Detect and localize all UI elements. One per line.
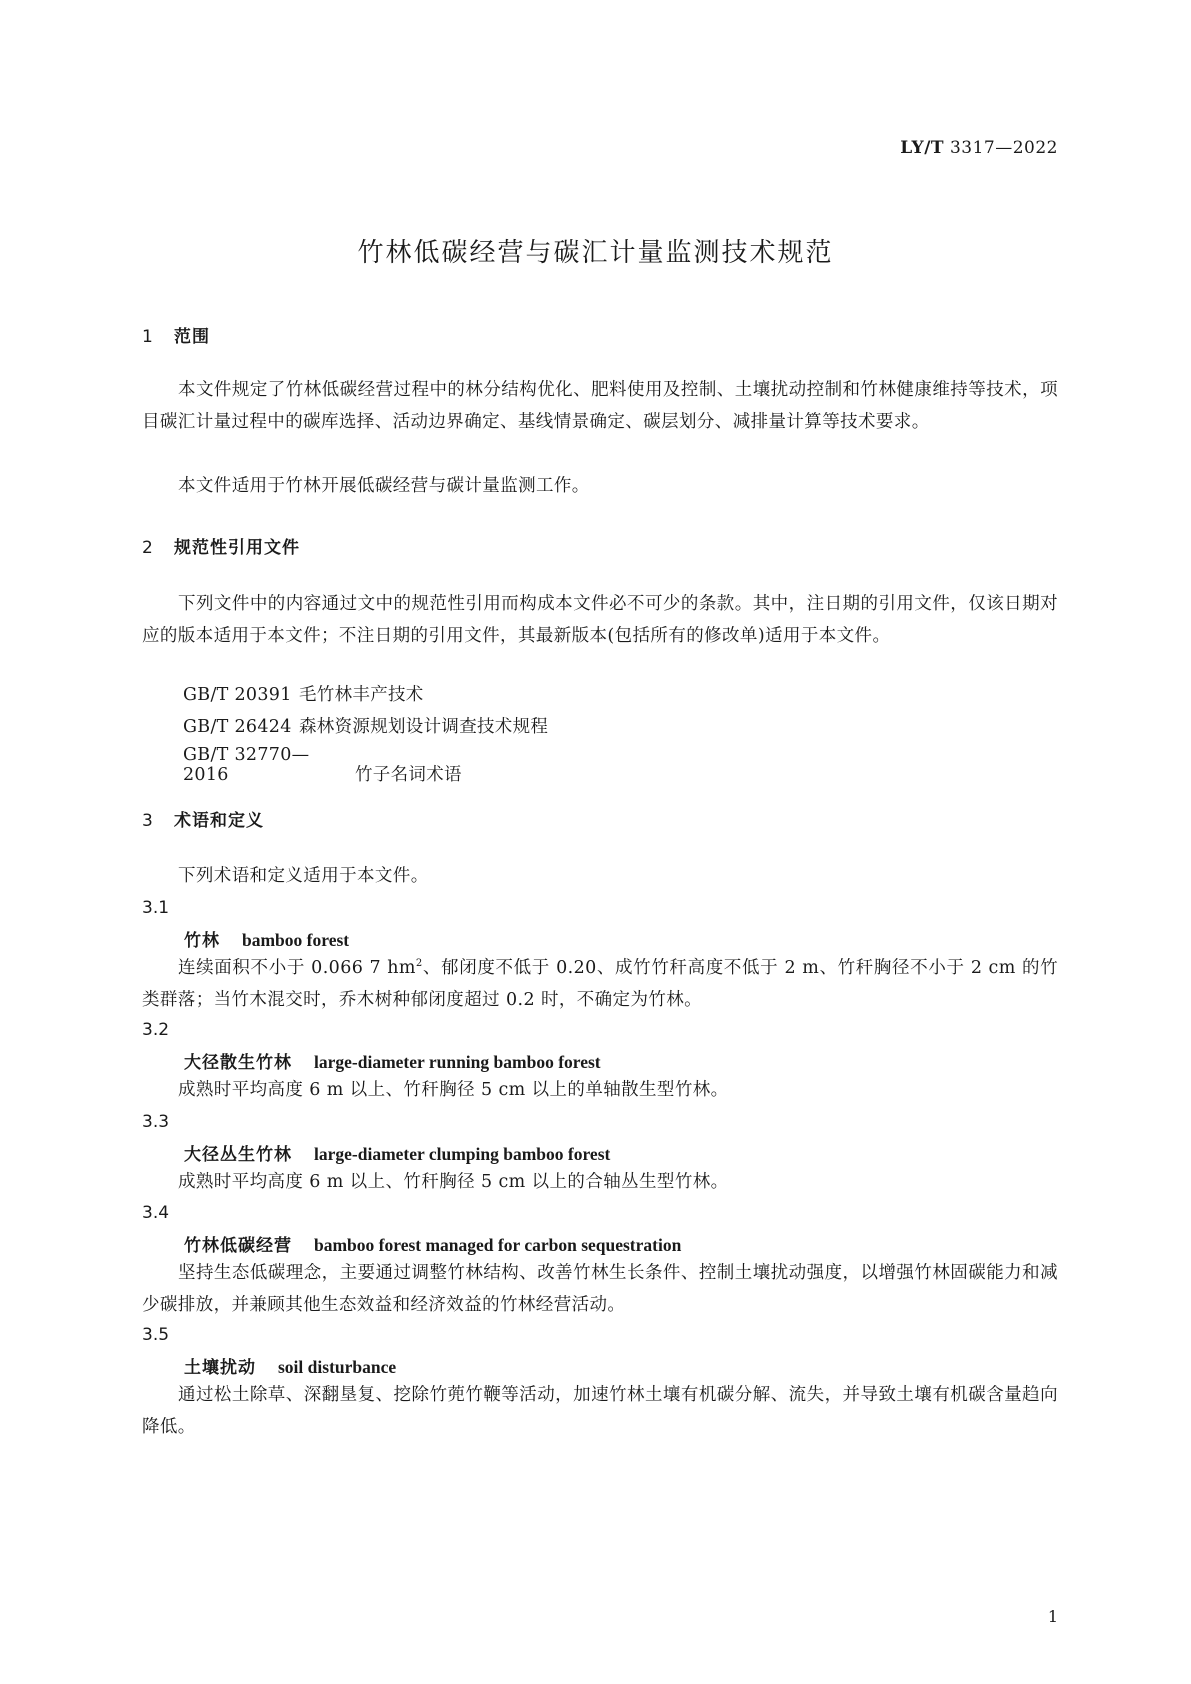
term-definition: 成熟时平均高度 6 m 以上、竹秆胸径 5 cm 以上的单轴散生型竹林。 — [178, 1080, 729, 1100]
term-number: 3.3 — [142, 1112, 170, 1132]
section-1-paragraph-2: 本文件适用于竹林开展低碳经营与碳计量监测工作。 — [178, 476, 590, 496]
term-title: 大径丛生竹林 large-diameter clumping bamboo forest — [184, 1144, 611, 1165]
term-number: 3.4 — [142, 1203, 170, 1223]
normative-reference: GB/T 26424 森林资源规划设计调查技术规程 — [183, 717, 549, 737]
term-number: 3.2 — [142, 1020, 170, 1040]
term-title: 大径散生竹林 large-diameter running bamboo forest — [184, 1052, 601, 1073]
term-title: 竹林 bamboo forest — [184, 930, 350, 951]
normative-reference: GB/T 20391 毛竹林丰产技术 — [183, 685, 424, 705]
document-code-number: 3317—2022 — [949, 138, 1058, 158]
term-definition: 成熟时平均高度 6 m 以上、竹秆胸径 5 cm 以上的合轴丛生型竹林。 — [178, 1172, 729, 1192]
section-1-paragraph-1: 本文件规定了竹林低碳经营过程中的林分结构优化、肥料使用及控制、土壤扰动控制和竹林健康维持等技术，项目碳汇计量过程中的碳库选择、活动边界确定、基线情景确定、碳层划分、减排量计算等技术要求。 — [142, 380, 1058, 432]
term-title: 竹林低碳经营 bamboo forest managed for carbon sequestration — [184, 1235, 682, 1256]
term-definition: 连续面积不小于 0.066 7 $hm^2$、郁闭度不低于 0.20、成竹竹秆高度不低于 2 m、竹秆胸径不小于 2 cm 的竹类群落；当竹木混交时，乔木树种郁闭度超过 0.2 时，不确定为竹林。 — [142, 958, 1058, 1010]
section-2-heading: 2 规范性引用文件 — [142, 538, 300, 558]
normative-reference: GB/T 32770—2016 竹子名词术语 — [183, 745, 462, 785]
term-definition: 坚持生态低碳理念，主要通过调整竹林结构、改善竹林生长条件、控制土壤扰动强度，以增强竹林固碳能力和减少碳排放，并兼顾其他生态效益和经济效益的竹林经营活动。 — [142, 1263, 1058, 1315]
page-number: 1 — [1047, 1607, 1058, 1626]
page-title: 竹林低碳经营与碳汇计量监测技术规范 — [357, 238, 834, 268]
section-3-heading: 3 术语和定义 — [142, 811, 264, 831]
document-code — [900, 138, 1058, 158]
term-definition: 通过松土除草、深翻垦复、挖除竹蔸竹鞭等活动，加速竹林土壤有机碳分解、流失，并导致土壤有机碳含量趋向降低。 — [142, 1385, 1058, 1437]
section-1-heading: 1 范围 — [142, 327, 210, 347]
section-2-paragraph-1: 下列文件中的内容通过文中的规范性引用而构成本文件必不可少的条款。其中，注日期的引用文件，仅该日期对应的版本适用于本文件；不注日期的引用文件，其最新版本(包括所有的修改单)适用于本文件。 — [142, 594, 1058, 646]
term-number: 3.1 — [142, 898, 170, 918]
term-title: 土壤扰动 soil disturbance — [184, 1357, 397, 1378]
term-number: 3.5 — [142, 1325, 170, 1345]
section-3-intro: 下列术语和定义适用于本文件。 — [178, 866, 429, 886]
document-code-prefix: LY/T — [900, 138, 945, 158]
